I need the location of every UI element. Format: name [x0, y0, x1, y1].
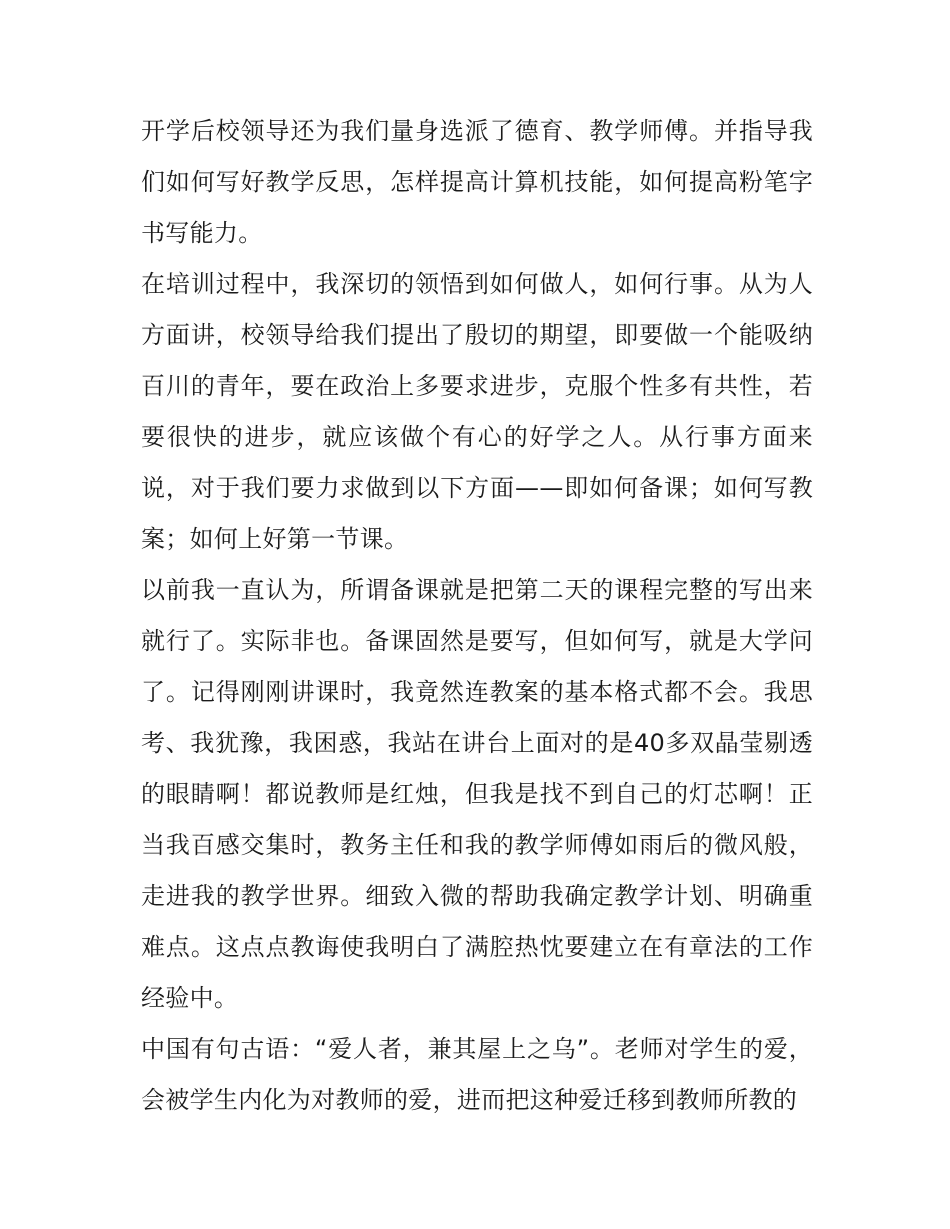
paragraph: 中国有句古语：“爱人者，兼其屋上之乌”。老师对学生的爱，会被学生内化为对教师的爱，进而把这种爱迁移到教师所教的 — [141, 1035, 813, 1114]
paragraph: 开学后校领导还为我们量身选派了德育、教学师傅。并指导我们如何写好教学反思，怎样提高计算机技能，如何提高粉笔字书写能力。 — [141, 117, 813, 247]
paragraph: 在培训过程中，我深切的领悟到如何做人，如何行事。从为人方面讲，校领导给我们提出了殷切的期望，即要做一个能吸纳百川的青年，要在政治上多要求进步，克服个性多有共性，若要很快的进步，就应该做个有心的好学之人。从行事方面来说，对于我们要力求做到以下方面——即如何备课；如何写教案；如何上好第一节课。 — [141, 270, 813, 553]
document-body — [141, 106, 813, 1126]
paragraph: 以前我一直认为，所谓备课就是把第二天的课程完整的写出来就行了。实际非也。备课固然是要写，但如何写，就是大学问了。记得刚刚讲课时，我竟然连教案的基本格式都不会。我思考、我犹豫，我困惑，我站在讲台上面对的是40多双晶莹剔透的眼睛啊！都说教师是红烛，但我是找不到自己的灯芯啊！正当我百感交集时，教务主任和我的教学师傅如雨后的微风般，走进我的教学世界。细致入微的帮助我确定教学计划、明确重难点。这点点教诲使我明白了满腔热忱要建立在有章法的工作经验中。 — [141, 576, 813, 1012]
